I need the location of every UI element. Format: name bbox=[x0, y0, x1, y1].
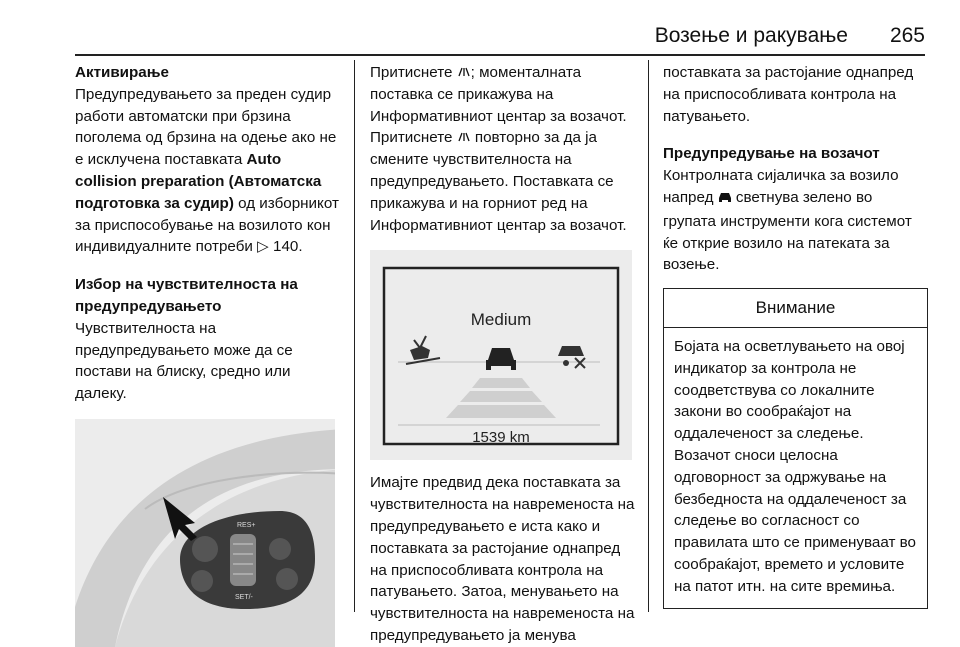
column-2 bbox=[370, 62, 635, 647]
driver-info-display bbox=[370, 250, 632, 460]
text: од изборникот за приспособување на возилото кон индивидуалните потреби bbox=[75, 194, 339, 256]
sensitivity-icon bbox=[457, 128, 471, 140]
text: Притиснете bbox=[370, 64, 457, 81]
heading-driver-warning: Предупредување на возачот bbox=[663, 145, 880, 163]
text: повторно за да ја смените чувствителноста на предупредувањето. Поставката се прикажува и на горниот ред на Информативниот центар за возачот. bbox=[370, 129, 627, 234]
page-header bbox=[0, 0, 960, 56]
page-ref-arrow-icon: ▷ bbox=[257, 238, 269, 256]
heading-sensitivity: Избор на чувствителноста на предупредувањето bbox=[75, 276, 298, 315]
res-label: RES+ bbox=[237, 521, 256, 529]
text: Предупредувањето за преден судир работи автоматски при брзина поголема од брзина на одење ако не е исклучена поставката bbox=[75, 85, 337, 169]
setting-name: Auto collision preparation (Автоматска подготовка за судир) bbox=[75, 151, 322, 212]
vehicle-ahead-icon bbox=[718, 189, 732, 211]
paragraph-activation bbox=[75, 84, 345, 258]
header-rule bbox=[75, 54, 925, 56]
column-divider bbox=[648, 60, 649, 612]
text: Контролната сијаличка за возило напред bbox=[663, 167, 899, 206]
paragraph-note: Имајте предвид дека поставката за чувствителноста на навременоста на предупредувањето е иста како и поставката за растојание однапред на приспособливата контрола на патувањето. Затоа, менувањето на чувствителноста на навременоста на предупредувањето ја менува bbox=[370, 474, 635, 644]
column-3 bbox=[663, 62, 928, 609]
sensitivity-icon bbox=[457, 63, 471, 75]
warning-body: Бојата на осветлувањето на овој индикатор за контрола не соодветствува со локалните закони во сообраќајот на оддалеченост за следење. Возачот сноси целосна одговорност за одржување на безбедноста на оддалеченост за следење во согласност со правилата што се применуваат во сообраќајот, времето и условите на патот итн. на сите времиња. bbox=[674, 337, 916, 595]
column-divider bbox=[354, 60, 355, 612]
warning-box bbox=[663, 288, 928, 608]
page-ref[interactable]: 140. bbox=[273, 238, 303, 256]
paragraph-sensitivity: Чувствителноста на предупредувањето може да се постави на блиску, средно или далеку. bbox=[75, 319, 293, 403]
heading-activation: Активирање bbox=[75, 64, 169, 81]
text: светнува зелено во групата инструменти кога системот ќе открие возило на патеката за возење. bbox=[663, 188, 912, 274]
collision-icon-right bbox=[558, 346, 585, 368]
steering-wheel-photo bbox=[75, 419, 335, 647]
page-number: 265 bbox=[889, 24, 925, 47]
warning-title: Внимание bbox=[664, 289, 927, 328]
display-sensitivity-label: Medium bbox=[470, 310, 532, 330]
section-title: Возење и ракување bbox=[654, 24, 848, 47]
paragraph-continued: поставката за растојание однапред на приспособливата контрола на патувањето. bbox=[663, 64, 914, 125]
set-label: SET/- bbox=[235, 593, 253, 601]
paragraph-driver-warning bbox=[663, 165, 928, 276]
display-distance: 1539 km bbox=[472, 429, 530, 447]
vehicle-ahead-icon bbox=[486, 348, 516, 370]
column-1 bbox=[75, 62, 345, 647]
collision-icon-left bbox=[406, 336, 440, 364]
paragraph-press-button bbox=[370, 62, 635, 236]
text: ; моменталната поставка се прикажува на Информативниот центар за возачот. Притиснете bbox=[370, 64, 627, 147]
